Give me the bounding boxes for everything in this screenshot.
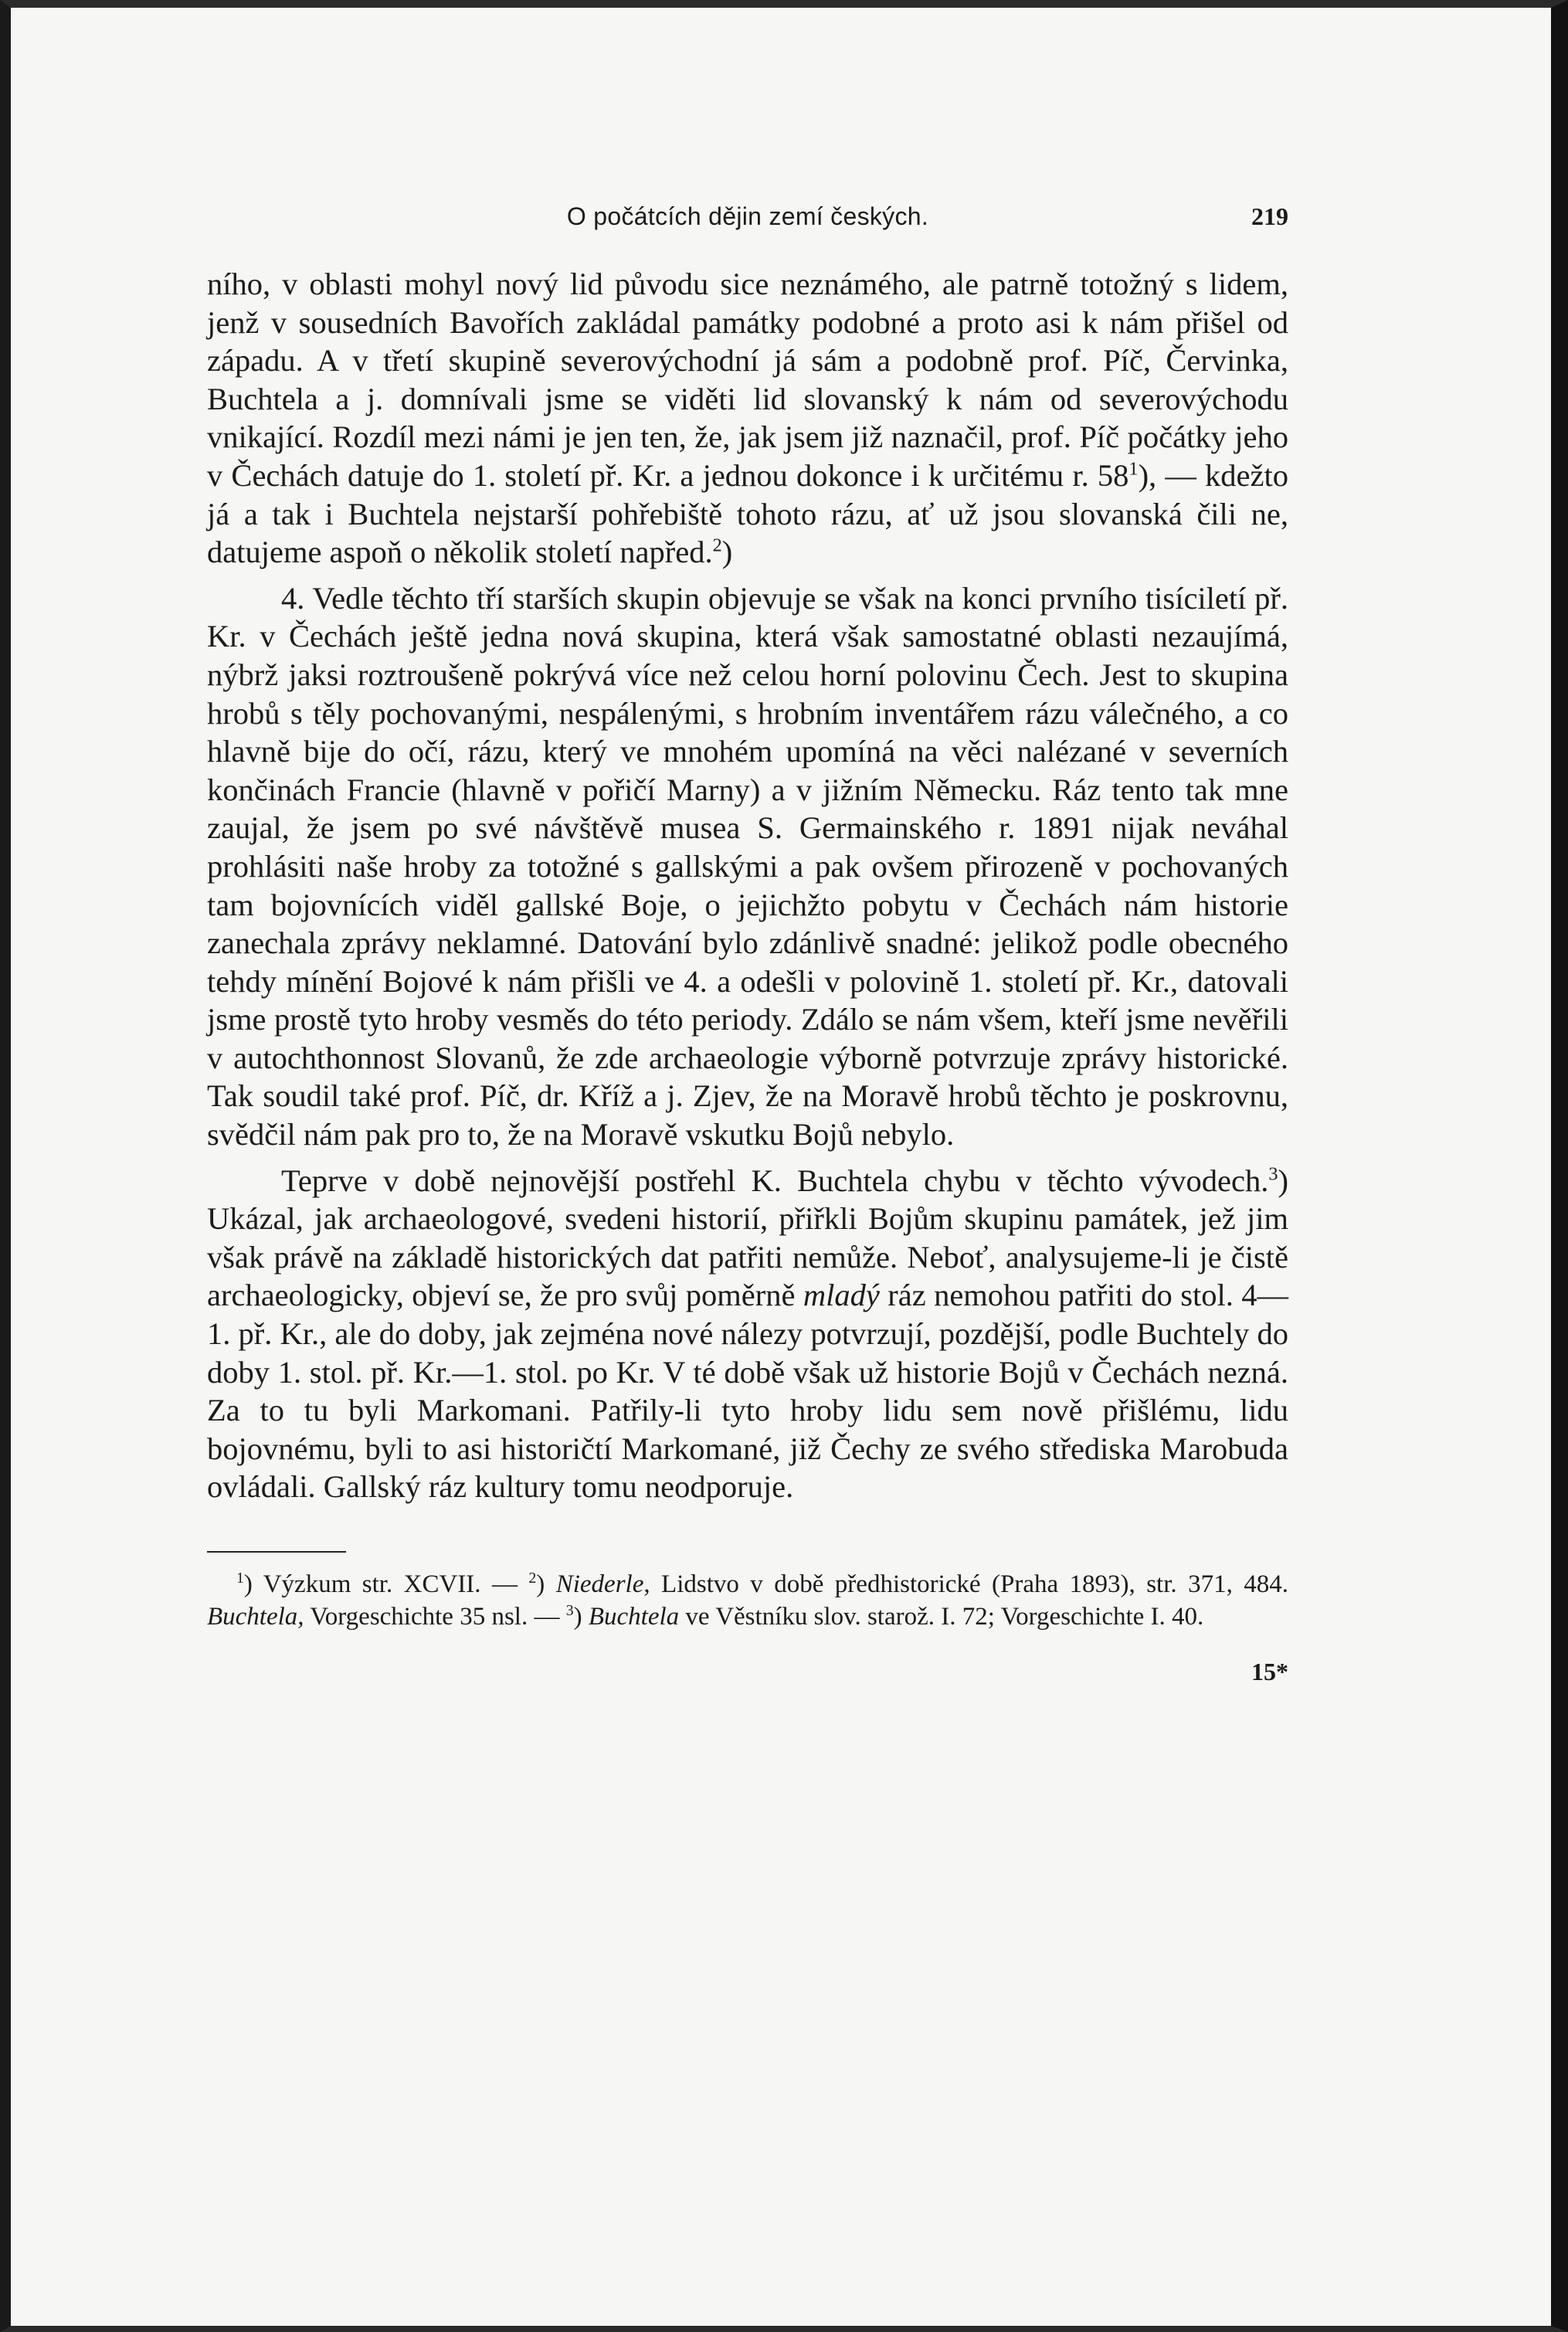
signature-mark: 15*: [1251, 1658, 1288, 1685]
footnotes: [207, 1568, 1288, 1633]
italic-emphasis: mladý: [803, 1278, 880, 1313]
running-head: [207, 193, 1288, 239]
footnote-ref-1: 1: [1128, 458, 1139, 480]
footnote-block: $^1$) Výzkum str. XCVII. — $^2$) Niederle, Lidstvo v době předhistorické (Praha 1893), str. 371, 484. Buchtela, Vorgeschichte 35 nsl. — $^3$) Buchtela ve Věstníku slov. starož. I. 72; Vorgeschichte I. 40.: [207, 1570, 1288, 1631]
book-page: [207, 193, 1288, 1686]
page-number: 219: [1251, 202, 1288, 230]
paragraph-3: Teprve v době nejnovější postřehl K. Buchtela chybu v těchto vývodech.$^3$) Ukázal, jak archaeologové, svedeni historií, přiřkli Bojům skupinu památek, jež jim však právě na základě historických dat patřiti nemůže. Neboť, analysujeme-li je čistě archaeologicky, objeví se, že pro svůj poměrně mladý ráz nemohou patřiti do stol. 4—1. př. Kr., ale do doby, jak zejména nové nálezy potvrzují, pozdější, podle Buchtely do doby 1. stol. př. Kr.—1. stol. po Kr. V té době však už historie Bojů v Čechách nezná. Za to tu byli Markomani. Patřily-li tyto hroby lidu sem nově přišlému, lidu bojovnému, byli to asi historičtí Markomané, již Čechy ze svého střediska Marobuda ovládali. Gallský ráz kultury tomu neodporuje.: [207, 1163, 1288, 1505]
running-title: O počátcích dějin zemí českých.: [566, 202, 929, 230]
paragraph-2: 4. Vedle těchto tří starších skupin objevuje se však na konci prvního tisíciletí př. Kr. v Čechách ještě jedna nová skupina, která však samostatné oblasti nezaujímá, nýbrž jaksi roztroušeně pokrývá více než celou horní polovinu Čech. Jest to skupina hrobů s těly pochovanými, nespálenými, s hrobním inventářem rázu válečného, a co hlavně bije do očí, rázu, který ve mnohém upomíná na věci nalézané v severních končinách Francie (hlavně v pořičí Marny) a v jižním Německu. Ráz tento tak mne zaujal, že jsem po své návštěvě musea S. Germainského r. 1891 nijak neváhal prohlásiti naše hroby za totožné s gallskými a pak ovšem přirozeně v pochovaných tam bojovnících viděl gallské Boje, o jejichžto pobytu v Čechách nám historie zanechala zprávy neklamné. Datování bylo zdánlivě snadné: jelikož podle obecného tehdy mínění Bojové k nám přišli ve 4. a odešli v polovině 1. století př. Kr., datovali jsme prostě tyto hroby vesměs do této periody. Zdálo se nám všem, kteří jsme nevěřili v autochthonnost Slovanů, že zde archaeologie výborně potvrzuje zprávy historické. Tak soudil také prof. Píč, dr. Kříž a j. Zjev, že na Moravě hrobů těchto je poskrovnu, svědčil nám pak pro to, že na Moravě vskutku Bojů nebylo.: [207, 580, 1288, 1152]
paragraph-1: ního, v oblasti mohyl nový lid původu sice neznámého, ale patrně totožný s lidem, jenž v sousedních Bavořích zakládal památky podobné a proto asi k nám přišel od západu. A v třetí skupině severovýchodní já sám a podobně prof. Píč, Červinka, Buchtela a j. domnívali jsme se viděti lid slovanský k nám od severovýchodu vnikající. Rozdíl mezi námi je jen ten, že, jak jsem již naznačil, prof. Píč počátky jeho v Čechách datuje do 1. století př. Kr. a jednou dokonce i k určitému r. $58^1$), — kdežto já a tak i Buchtela nejstarší pohřebiště tohoto rázu, ať už jsou slovanská čili ne, datujeme aspoň o několik století napřed.$^2$): [207, 266, 1288, 570]
footnote-ref-3: 3: [1268, 1163, 1278, 1185]
body-text: [207, 265, 1288, 1506]
footnote-divider: [207, 1551, 346, 1553]
footnote-ref-2: 2: [712, 535, 722, 556]
